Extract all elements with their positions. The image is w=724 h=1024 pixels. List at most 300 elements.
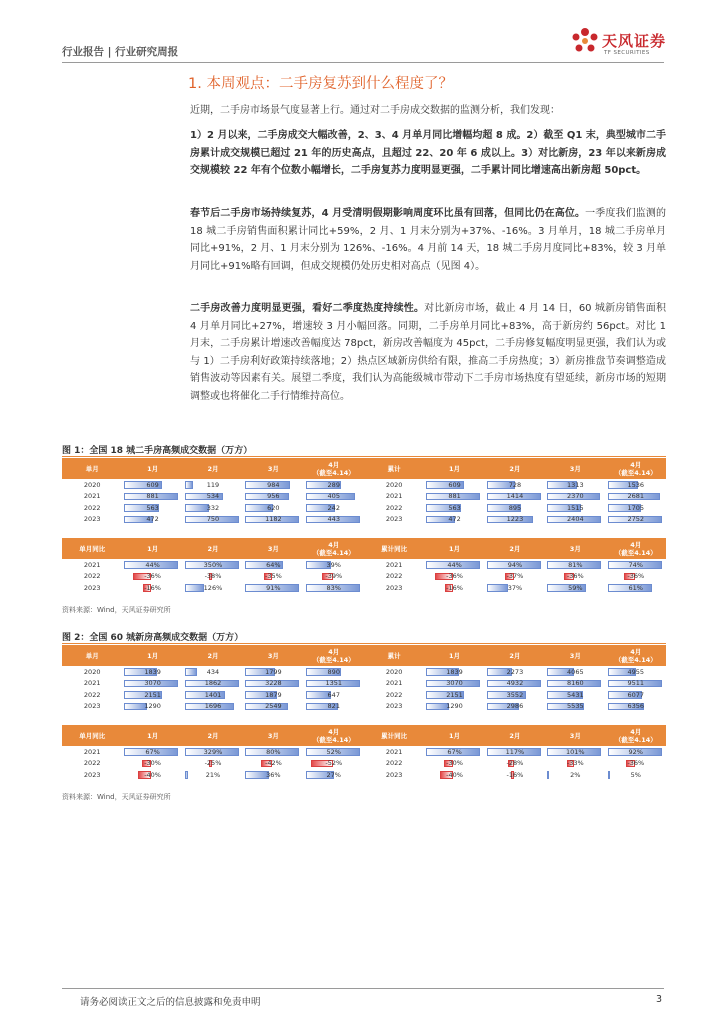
fig1-bot-value-cell	[122, 582, 182, 594]
fig1-bot-year-label: 2023	[385, 583, 403, 592]
fig2-top-value: 1799	[265, 667, 282, 676]
fig1-top-value-cell	[122, 491, 182, 503]
fig2-bot-value: 52%	[326, 747, 341, 756]
fig1-top-value-cell	[545, 502, 605, 514]
fig1-top-header-cell: 4月 （截至4.14）	[606, 458, 666, 479]
fig2-top-value: 3228	[265, 679, 282, 688]
fig2-bot-year-label: 2022	[83, 759, 101, 768]
figure2-source: 资料来源：Wind，天风证券研究所	[62, 793, 171, 801]
fig1-top-header-cell: 2月	[183, 458, 243, 479]
fig1-bot-year-label: 2021	[385, 560, 403, 569]
fig2-bot-value: -40%	[446, 770, 463, 779]
fig2-top-value-cell	[424, 666, 484, 678]
fig1-bot-value-cell	[122, 559, 182, 571]
fig1-top-value-cell	[243, 514, 303, 526]
fig1-bot-value-cell	[424, 559, 484, 571]
figure2-volume-table	[62, 645, 666, 712]
fig2-bot-row	[62, 769, 666, 781]
fig2-top-value: 8160	[567, 679, 584, 688]
fig2-bot-header-cell: 1月	[122, 725, 182, 746]
fig2-top-value: 2549	[265, 702, 282, 711]
fig2-bot-value: -30%	[144, 759, 161, 768]
fig2-top-header-cell: 3月	[545, 645, 605, 666]
fig2-bot-value-cell	[485, 746, 545, 758]
fig2-top-row	[62, 678, 666, 690]
fig1-top-value-cell	[545, 479, 605, 491]
fig2-top-value: 1696	[204, 702, 222, 711]
fig2-top-value-cell	[304, 666, 364, 678]
fig2-bot-value-cell	[545, 746, 605, 758]
fig1-bot-value: -39%	[325, 572, 343, 581]
fig2-bot-value-cell	[545, 758, 605, 770]
fig2-top-year-label: 2023	[83, 702, 101, 711]
fig1-top-value-cell	[183, 514, 243, 526]
fig2-top-value: 1290	[144, 702, 161, 711]
fig2-bot-row	[62, 758, 666, 770]
fig1-top-value: 881	[448, 492, 461, 501]
fig1-bot-value: -16%	[144, 583, 161, 592]
fig1-top-value-cell	[485, 514, 545, 526]
fig1-bot-value-cell	[304, 559, 364, 571]
fig1-bot-value: -36%	[144, 572, 161, 581]
fig2-top-value: 5535	[567, 702, 584, 711]
fig1-bot-value: 91%	[266, 583, 281, 592]
fig2-top-year-label: 2023	[385, 702, 403, 711]
report-category: 行业报告 | 行业研究周报	[62, 46, 179, 58]
fig2-bot-value-cell	[304, 769, 364, 781]
fig2-bot-year-label: 2021	[385, 747, 403, 756]
figure1-yoy-table	[62, 538, 666, 594]
paragraph-intro: 近期，二手房市场景气度显著上行。通过对二手房成交数据的监测分析，我们发现：	[190, 105, 560, 116]
fig2-bot-value-cell	[424, 758, 484, 770]
fig1-top-year-label: 2022	[385, 503, 403, 512]
fig2-top-header-cell: 累计	[364, 645, 424, 666]
fig2-bot-value-cell	[122, 746, 182, 758]
fig1-bot-value: 44%	[145, 560, 160, 569]
fig1-top-value: 1536	[627, 480, 645, 489]
fig1-top-year-label: 2020	[385, 480, 403, 489]
fig2-bot-value: 5%	[630, 770, 641, 779]
fig1-top-value: 895	[508, 503, 522, 512]
fig1-bot-value-cell	[424, 571, 484, 583]
fig1-bot-value-cell	[545, 559, 605, 571]
fig1-bot-value: 59%	[568, 583, 583, 592]
fig1-top-value: 1705	[627, 503, 645, 512]
fig2-bot-value: 329%	[203, 747, 223, 756]
fig1-bot-value: 44%	[447, 560, 462, 569]
fig2-top-value: 4065	[567, 667, 584, 676]
fig1-bot-value-cell	[424, 582, 484, 594]
fig2-bot-value: 27%	[326, 770, 341, 779]
fig2-top-value-cell	[304, 689, 364, 701]
fig1-bot-value-cell	[485, 582, 545, 594]
fig1-top-value-cell	[424, 479, 484, 491]
fig1-bot-row	[62, 559, 666, 571]
fig2-bot-row	[62, 746, 666, 758]
fig1-bot-year-label: 2022	[385, 572, 403, 581]
fig1-top-header-cell: 单月	[62, 458, 122, 479]
fig1-top-value: 1223	[506, 515, 524, 524]
fig1-bot-value-cell	[304, 582, 364, 594]
fig1-bot-header-cell: 1月	[424, 538, 484, 559]
fig2-bot-value-cell	[243, 758, 303, 770]
footer-divider	[62, 988, 664, 989]
fig2-top-value: 821	[327, 702, 340, 711]
fig1-bot-value: -38%	[204, 572, 222, 581]
fig1-top-header-row	[62, 458, 666, 479]
fig1-bot-value-cell	[545, 582, 605, 594]
fig2-top-value-cell	[545, 689, 605, 701]
fig1-top-value: 2404	[567, 515, 584, 524]
paragraph-outlook: 二手房改善力度明显更强，看好二季度热度持续性。对比新房市场，截止 4 月 14 日，60 城新房销售面积 4 月单月同比+27%，增速较 3 月小幅回落。同期，二手房单月同比+83%，高于新房约 56pct。对比 1 月末，二手房累计增速改善幅度达 78pct，新房改善幅度为 45pct，二手房修复幅度明显更强，我们认为或与 1）二手房利好政策持续落地；2）热点区域新房供给有限，推高二手房热度；3）新房推盘节奏调整造成销售波动等因素有关。展望二季度，我们认为高能级城市带动下二手房市场热度有望延续，新房市场的短期调整或也将催化二手行情维持高位。	[190, 303, 666, 402]
fig2-top-header-cell: 单月	[62, 645, 122, 666]
fig1-bot-header-cell: 3月	[545, 538, 605, 559]
fig2-top-value-cell	[183, 678, 243, 690]
fig2-top-value-cell	[183, 689, 243, 701]
fig2-bot-value-cell	[304, 746, 364, 758]
fig2-bot-value: 80%	[266, 747, 281, 756]
fig2-top-value: 890	[327, 667, 340, 676]
fig1-bot-value-cell	[304, 571, 364, 583]
fig2-top-value: 1862	[204, 679, 222, 688]
fig2-top-value-cell	[122, 666, 182, 678]
fig2-bot-value: 67%	[145, 747, 160, 756]
fig1-bot-year-label: 2023	[83, 583, 101, 592]
fig1-bot-data-bar	[185, 584, 204, 592]
fig2-top-value: 1839	[144, 667, 161, 676]
fig1-top-year-label: 2021	[385, 492, 403, 501]
fig1-bot-header-cell: 4月 （截至4.14）	[606, 538, 666, 559]
fig1-bot-value: 94%	[507, 560, 523, 569]
fig1-top-value: 881	[146, 492, 159, 501]
fig1-bot-header-cell: 累计同比	[364, 538, 424, 559]
fig1-bot-value-cell	[545, 571, 605, 583]
fig2-top-value: 434	[206, 667, 220, 676]
fig2-top-header-cell: 3月	[243, 645, 303, 666]
fig2-top-value-cell	[122, 689, 182, 701]
fig2-top-data-bar	[185, 668, 198, 676]
fig1-top-header-cell: 1月	[122, 458, 182, 479]
fig2-top-value-cell	[606, 689, 666, 701]
fig2-top-row	[62, 689, 666, 701]
fig1-top-value-cell	[485, 479, 545, 491]
fig1-top-value: 2752	[627, 515, 645, 524]
fig1-top-data-bar	[185, 504, 209, 512]
fig1-bot-header-cell: 单月同比	[62, 538, 122, 559]
fig2-bot-header-cell: 2月	[183, 725, 243, 746]
fig2-bot-value-cell	[485, 758, 545, 770]
fig1-bot-header-cell: 2月	[485, 538, 545, 559]
fig1-top-row	[62, 491, 666, 503]
fig2-top-value: 9511	[627, 679, 645, 688]
fig2-top-header-cell: 1月	[122, 645, 182, 666]
fig1-bot-value-cell	[183, 582, 243, 594]
fig1-top-value: 405	[327, 492, 340, 501]
fig1-top-value: 2681	[627, 492, 645, 501]
fig1-top-value-cell	[424, 514, 484, 526]
fig1-top-value-cell	[545, 491, 605, 503]
fig1-bot-value: 81%	[568, 560, 583, 569]
fig1-bot-year-label: 2021	[83, 560, 101, 569]
fig2-bot-value-cell	[122, 769, 182, 781]
fig1-top-value: 472	[448, 515, 461, 524]
fig1-top-data-bar	[185, 481, 194, 489]
fig1-top-value: 609	[448, 480, 461, 489]
fig1-bot-value-cell	[485, 559, 545, 571]
brand-name-en: TF SECURITIES	[604, 50, 650, 56]
fig2-top-value: 5431	[567, 690, 584, 699]
fig2-top-value-cell	[183, 666, 243, 678]
fig1-top-value-cell	[183, 502, 243, 514]
fig1-bot-value-cell	[122, 571, 182, 583]
figure1-source: 资料来源：Wind，天风证券研究所	[62, 606, 171, 614]
fig2-top-value: 2151	[144, 690, 161, 699]
fig1-top-value-cell	[606, 491, 666, 503]
fig1-top-value: 609	[146, 480, 159, 489]
fig1-top-value: 1182	[265, 515, 282, 524]
fig2-bot-data-bar	[547, 771, 549, 779]
fig1-bot-header-cell: 4月 （截至4.14）	[304, 538, 364, 559]
fig1-bot-value: 37%	[507, 583, 523, 592]
fig2-top-value-cell	[424, 701, 484, 713]
page-number: 3	[655, 994, 662, 1005]
fig2-bot-value: 67%	[447, 747, 462, 756]
fig2-bot-header-row	[62, 725, 666, 746]
fig1-top-header-cell: 3月	[545, 458, 605, 479]
fig1-top-value-cell	[606, 502, 666, 514]
brand-name-cn: 天风证券	[602, 32, 667, 50]
brand-flower-icon	[568, 24, 602, 58]
fig1-top-value-cell	[122, 514, 182, 526]
fig2-bot-value: -42%	[264, 759, 282, 768]
fig2-top-value-cell	[243, 689, 303, 701]
fig2-top-header-cell: 4月 （截至4.14）	[304, 645, 364, 666]
fig1-top-value: 984	[267, 480, 280, 489]
fig2-top-header-cell: 2月	[485, 645, 545, 666]
fig2-top-value: 4932	[506, 679, 524, 688]
fig2-bot-header-cell: 4月 （截至4.14）	[606, 725, 666, 746]
fig1-bot-value: 126%	[203, 583, 223, 592]
fig1-bot-value: 83%	[326, 583, 341, 592]
fig1-bot-year-label: 2022	[83, 572, 101, 581]
fig2-top-value-cell	[243, 666, 303, 678]
fig1-top-value: 289	[327, 480, 340, 489]
fig2-bot-header-cell: 单月同比	[62, 725, 122, 746]
fig2-top-value-cell	[122, 701, 182, 713]
paragraph-secondhand-recovery: 春节后二手房市场持续复苏，4 月受清明假期影响周度环比虽有回落，但同比仍在高位。一季度我们监测的 18 城二手房销售面积累计同比+59%，2 月、1 月末分别为+37%、-16%。3 月单月，18 城二手房单月同比+91%，2 月、1 月末分别为 126%、-16%。4 月前 14 天，18 城二手房月度同比+83%，较 3 月单月同比+91%略有回调，但成交规模仍处历史相对高点（见图 4）。	[190, 208, 667, 272]
fig2-bot-data-bar	[608, 771, 611, 779]
figure1-title: 图 1：全国 18 城二手房高频成交数据（万方）	[62, 446, 253, 456]
fig2-top-value: 3070	[144, 679, 161, 688]
fig2-bot-value-cell	[545, 769, 605, 781]
fig1-top-value: 242	[327, 503, 340, 512]
fig2-top-value-cell	[606, 701, 666, 713]
fig1-bot-value-cell	[183, 571, 243, 583]
fig2-top-row	[62, 666, 666, 678]
fig2-bot-value: -30%	[446, 759, 463, 768]
fig1-bot-value: 64%	[266, 560, 281, 569]
fig2-bot-value: -16%	[506, 770, 524, 779]
fig2-top-value: 647	[327, 690, 340, 699]
fig1-top-value-cell	[304, 479, 364, 491]
fig1-top-value-cell	[183, 479, 243, 491]
fig1-top-row	[62, 502, 666, 514]
fig2-top-value-cell	[424, 689, 484, 701]
fig2-top-header-row	[62, 645, 666, 666]
fig1-top-value-cell	[304, 502, 364, 514]
fig2-bot-value: 36%	[266, 770, 281, 779]
fig2-bot-value: -40%	[144, 770, 161, 779]
fig1-top-value: 472	[146, 515, 159, 524]
fig2-bot-value-cell	[606, 769, 666, 781]
fig1-bot-value: -16%	[446, 583, 463, 592]
fig2-bot-year-label: 2022	[385, 759, 403, 768]
fig2-bot-value-cell	[243, 746, 303, 758]
fig2-bot-value-cell	[606, 746, 666, 758]
fig1-bot-value: 74%	[628, 560, 643, 569]
fig1-top-value: 563	[146, 503, 159, 512]
fig2-bot-value-cell	[243, 769, 303, 781]
fig2-top-value-cell	[545, 701, 605, 713]
fig2-bot-value-cell	[183, 769, 243, 781]
fig2-top-value: 4955	[627, 667, 645, 676]
fig2-top-row	[62, 701, 666, 713]
fig2-top-value: 3552	[506, 690, 524, 699]
fig1-top-value-cell	[424, 491, 484, 503]
fig1-bot-value: -36%	[446, 572, 463, 581]
fig1-top-value-cell	[243, 479, 303, 491]
fig2-bot-value: 101%	[566, 747, 585, 756]
fig2-top-year-label: 2022	[83, 690, 101, 699]
fig1-bot-header-cell: 2月	[183, 538, 243, 559]
fig1-top-year-label: 2022	[83, 503, 101, 512]
fig2-top-value: 1879	[265, 690, 282, 699]
fig2-top-value: 6077	[627, 690, 645, 699]
fig1-top-value-cell	[122, 479, 182, 491]
fig1-bot-value: 39%	[326, 560, 341, 569]
fig1-top-header-cell: 3月	[243, 458, 303, 479]
figure2-rule	[62, 643, 666, 644]
fig2-top-value: 6356	[627, 702, 645, 711]
fig1-bot-value-cell	[243, 571, 303, 583]
fig2-bot-value-cell	[424, 746, 484, 758]
fig2-bot-value-cell	[606, 758, 666, 770]
fig1-bot-value-cell	[485, 571, 545, 583]
fig1-top-header-cell: 2月	[485, 458, 545, 479]
fig1-bot-value: -36%	[627, 572, 645, 581]
fig2-top-header-cell: 1月	[424, 645, 484, 666]
fig2-bot-header-cell: 2月	[485, 725, 545, 746]
fig1-bot-value: -37%	[506, 572, 524, 581]
fig1-top-year-label: 2020	[83, 480, 101, 489]
fig2-bot-header-cell: 3月	[545, 725, 605, 746]
fig2-bot-year-label: 2023	[83, 770, 101, 779]
fig1-bot-value: -36%	[566, 572, 584, 581]
header-divider	[62, 62, 664, 63]
fig1-bot-value-cell	[606, 582, 666, 594]
fig1-bot-row	[62, 571, 666, 583]
fig2-top-value: 1401	[204, 690, 222, 699]
fig2-bot-value-cell	[485, 769, 545, 781]
fig2-top-value: 2986	[506, 702, 524, 711]
fig2-top-value-cell	[424, 678, 484, 690]
figure2-yoy-table	[62, 725, 666, 781]
fig2-top-year-label: 2022	[385, 690, 403, 699]
fig2-top-value: 1351	[325, 679, 343, 688]
fig2-top-value: 3070	[446, 679, 463, 688]
fig2-top-value-cell	[545, 666, 605, 678]
fig1-top-year-label: 2023	[83, 515, 101, 524]
fig1-bot-value-cell	[243, 559, 303, 571]
fig2-top-value-cell	[485, 666, 545, 678]
fig1-top-value: 119	[206, 480, 220, 489]
fig2-bot-value: -25%	[204, 759, 222, 768]
fig2-bot-value-cell	[424, 769, 484, 781]
fig2-bot-value-cell	[304, 758, 364, 770]
fig1-top-value: 563	[448, 503, 461, 512]
fig1-bot-header-row	[62, 538, 666, 559]
fig2-bot-year-label: 2021	[83, 747, 101, 756]
fig1-top-value-cell	[485, 502, 545, 514]
fig1-bot-row	[62, 582, 666, 594]
fig1-top-value-cell	[183, 491, 243, 503]
fig2-top-year-label: 2020	[83, 667, 101, 676]
fig1-top-value: 728	[508, 480, 522, 489]
fig2-top-value-cell	[545, 678, 605, 690]
fig1-top-value: 750	[206, 515, 220, 524]
fig1-top-year-label: 2023	[385, 515, 403, 524]
fig1-top-value-cell	[304, 514, 364, 526]
fig1-top-value-cell	[545, 514, 605, 526]
fig2-bot-value: 21%	[205, 770, 221, 779]
fig2-top-value-cell	[243, 701, 303, 713]
fig1-top-value: 1313	[567, 480, 584, 489]
fig1-top-value: 620	[267, 503, 280, 512]
fig2-top-header-cell: 2月	[183, 645, 243, 666]
fig2-top-year-label: 2021	[83, 679, 101, 688]
fig1-top-value: 1515	[567, 503, 584, 512]
fig2-bot-data-bar	[185, 771, 188, 779]
fig2-top-value: 1290	[446, 702, 463, 711]
fig1-top-value: 1414	[506, 492, 524, 501]
fig2-bot-year-label: 2023	[385, 770, 403, 779]
section-title: 1. 本周观点：二手房复苏到什么程度了？	[188, 76, 453, 92]
fig1-bot-data-bar	[487, 584, 508, 592]
fig2-bot-value-cell	[122, 758, 182, 770]
fig2-top-value-cell	[122, 678, 182, 690]
fig2-top-year-label: 2021	[385, 679, 403, 688]
fig2-top-value: 2273	[506, 667, 524, 676]
footer-disclaimer: 请务必阅读正文之后的信息披露和免责申明	[80, 997, 261, 1008]
fig2-top-year-label: 2020	[385, 667, 403, 676]
fig2-top-value-cell	[485, 689, 545, 701]
fig1-bot-value-cell	[243, 582, 303, 594]
fig1-bot-value: -35%	[264, 572, 282, 581]
paragraph-findings: 1）2 月以来，二手房成交大幅改善，2、3、4 月单月同比增幅均超 8 成。2）截至 Q1 末，典型城市二手房累计成交规模已超过 21 年的历史高点，且超过 22、20 年 6 成以上。3）对比新房，23 年以来新房成交规模较 22 年有个位数小幅增长，二手房复苏力度明显更强，二手累计同比增速高出新房超 50pct。	[190, 130, 666, 176]
fig2-top-value: 1839	[446, 667, 463, 676]
fig2-bot-value: -52%	[325, 759, 343, 768]
figure2-title: 图 2：全国 60 城新房高频成交数据（万方）	[62, 633, 244, 643]
figure1-volume-table	[62, 458, 666, 525]
fig1-bot-value-cell	[183, 559, 243, 571]
fig2-top-value-cell	[485, 678, 545, 690]
fig1-top-row	[62, 514, 666, 526]
fig2-bot-value: 117%	[505, 747, 525, 756]
fig1-top-value-cell	[243, 502, 303, 514]
fig1-top-value: 956	[267, 492, 280, 501]
fig1-top-value-cell	[122, 502, 182, 514]
fig2-bot-header-cell: 累计同比	[364, 725, 424, 746]
